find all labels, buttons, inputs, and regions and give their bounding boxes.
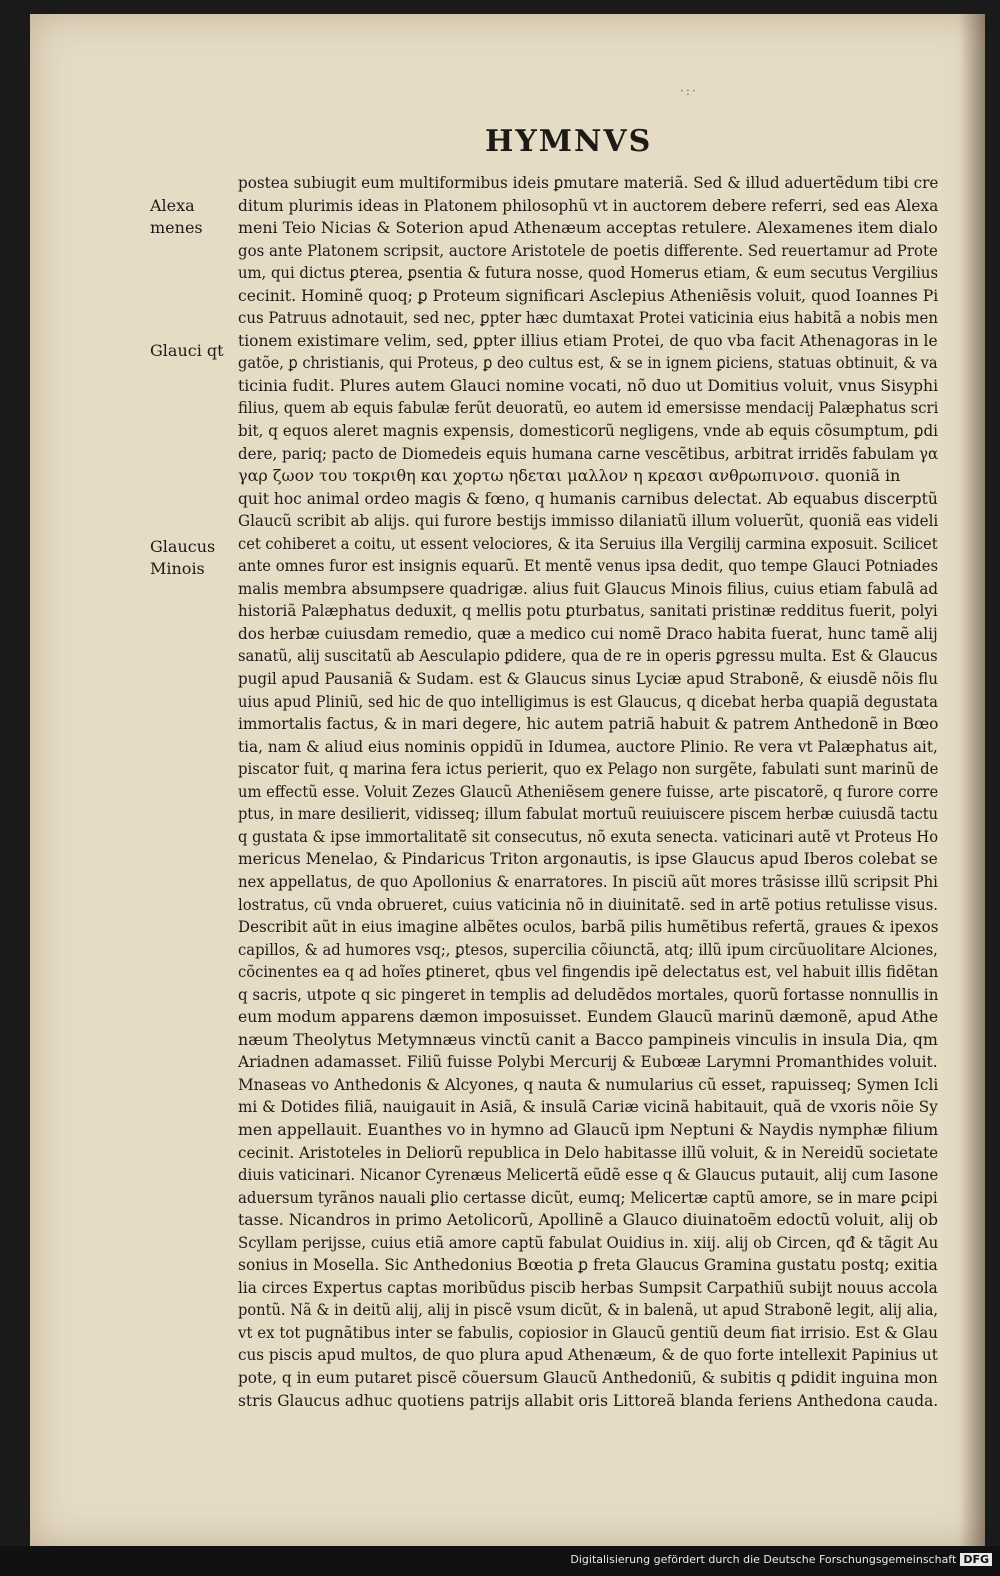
text-line: nex appellatus, de quo Apollonius & enarratores. In pisciũ aũt mores trãsisse illũ scripsit Phi — [238, 871, 938, 891]
text-line: ante omnes furor est insignis equarũ. Et mentẽ venus ipsa dedit, quo tempe Glauci Potniades — [238, 556, 938, 576]
funding-notice — [570, 1553, 992, 1566]
text-line: piscator fuit, q marina fera ictus perierit, quo ex Pelago non surgẽte, fabulati sunt marinũ de — [238, 759, 938, 779]
text-line: Glaucũ scribit ab alijs. qui furore bestijs immisso dilaniatũ illum voluerũt, quoniã eas videli — [238, 511, 938, 531]
text-line: q gustata & ipse immortalitatẽ sit consecutus, nõ exuta senecta. vaticinari autẽ vt Proteus Ho — [238, 826, 938, 846]
dfg-logo: DFG — [960, 1553, 992, 1566]
margin-note-glauci — [150, 340, 236, 362]
text-line: cus Patruus adnotauit, sed nec, ꝑpter hæc dumtaxat Protei vaticinia eius habitã a nobis men — [238, 308, 938, 328]
text-line: cecinit. Hominẽ quoq; ꝑ Proteum significari Asclepius Atheniẽsis voluit, quod Ioannes Pi — [238, 285, 938, 305]
text-line: Scyllam perijsse, cuius etiã amore captũ fabulat Ouidius in. xiij. alij ob Circen, qđ & tãgit Au — [238, 1232, 938, 1252]
text-line: uius apud Pliniũ, sed hic de quo intelligimus is est Glaucus, q dicebat herba quapiã degustata — [238, 691, 938, 711]
text-line: meni Teio Nicias & Soterion apud Athenæum acceptas retulere. Alexamenes item dialo — [238, 218, 938, 238]
text-line: filius, quem ab equis fabulæ ferũt deuoratũ, eo autem id emersisse mendacij Palæphatus scri — [238, 398, 938, 418]
text-line: cõcinentes ea q ad hoĩes ꝑtineret, qbus vel fingendis ipẽ delectatus est, vel habuit illis fidẽtan — [238, 962, 938, 982]
text-line: dos herbæ cuiusdam remedio, quæ a medico cui nomẽ Draco habita fuerat, hunc tamẽ alij — [238, 623, 938, 643]
text-line: sonius in Mosella. Sic Anthedonius Bœotia ꝑ freta Glaucus Gramina gustatu postq; exitia — [238, 1255, 938, 1275]
text-line: quit hoc animal ordeo magis & fœno, q humanis carnibus delectat. Ab equabus discerptũ — [238, 488, 938, 508]
text-line: ditum plurimis ideas in Platonem philosophũ vt in auctorem debere referri, sed eas Alexa — [238, 195, 938, 215]
text-line: gos ante Platonem scripsit, auctore Aristotele de poetis differente. Sed reuertamur ad Prote — [238, 240, 938, 260]
text-line: um, qui dictus ꝑterea, ꝑsentia & futura nosse, quod Homerus etiam, & eum secutus Vergilius — [238, 263, 938, 283]
margin-note-text: Alexa menes — [150, 196, 203, 237]
gutter-shadow — [959, 14, 985, 1546]
text-line: tasse. Nicandros in primo Aetolicorũ, Apollinẽ a Glauco diuinatoẽm edoctũ voluit, alij ob — [238, 1210, 938, 1230]
text-line: pontũ. Nã & in deitũ alij, alij in piscẽ vsum dicũt, & in balenã, ut apud Strabonẽ legit, alij alia, — [238, 1300, 938, 1320]
text-line: lostratus, cũ vnda obrueret, cuius vaticinia nõ in diuinitatẽ. sed in artẽ potius retulisse visus. — [238, 894, 938, 914]
text-line: diuis vaticinari. Nicanor Cyrenæus Melicertã eũdẽ esse q & Glaucus putauit, alij cum Iasone — [238, 1165, 938, 1185]
body-text — [238, 172, 938, 1412]
text-line: capillos, & ad humores vsq;, ꝑtesos, supercilia cõiunctã, atq; illũ ipum circũuolitare Alciones, — [238, 939, 938, 959]
text-line: men appellauit. Euanthes vo in hymno ad Glaucũ ipm Neptuni & Naydis nymphæ filium — [238, 1119, 938, 1139]
text-line: cecinit. Aristoteles in Deliorũ republica in Delo habitasse illũ voluit, & in Nereidũ societate — [238, 1142, 938, 1162]
text-line: tia, nam & aliud eius nominis oppidũ in Idumea, auctore Plinio. Re vera vt Palæphatus ait, — [238, 736, 938, 756]
text-line: aduersum tyrãnos nauali ꝑlio certasse dicũt, eumq; Melicertæ captũ amore, se in mare ꝑcipi — [238, 1187, 938, 1207]
text-line: cus piscis apud multos, de quo plura apud Athenæum, & de quo forte intellexit Papinius ut — [238, 1345, 938, 1365]
text-line: sanatũ, alij suscitatũ ab Aesculapio ꝑdidere, qua de re in operis ꝑgressu multa. Est & Glaucus — [238, 646, 938, 666]
text-line: vt ex tot pugnãtibus inter se fabulis, copiosior in Glaucũ gentiũ deum fiat irrisio. Est & Glau — [238, 1322, 938, 1342]
text-line: γαρ ζωον του τοκριθη και χορτω ηδεται μαλλον η κρεασι ανθρωπινοισ. quoniã in — [238, 466, 901, 486]
text-line: pugil apud Pausaniã & Sudam. est & Glaucus sinus Lyciæ apud Strabonẽ, & eiusdẽ nõis flu — [238, 669, 938, 689]
text-line: tionem existimare velim, sed, ꝑpter illius etiam Protei, de quo vba facit Athenagoras in le — [238, 330, 938, 350]
text-line: mericus Menelao, & Pindaricus Triton argonautis, is ipse Glaucus apud Iberos colebat se — [238, 849, 938, 869]
text-line: ticinia fudit. Plures autem Glauci nomine vocati, nõ duo ut Domitius voluit, vnus Sisyphi — [238, 375, 938, 395]
text-line: mi & Dotides filiã, nauigauit in Asiã, & insulã Cariæ vicinã habitauit, quã de vxoris nõie Sy — [238, 1097, 938, 1117]
text-line: bit, q equos aleret magnis expensis, domesticorũ negligens, vnde ab equis cõsumptum, ꝑdi — [238, 421, 938, 441]
text-line: postea subiugit eum multiformibus ideis ꝑmutare materiã. Sed & illud aduertẽdum tibi cre — [238, 173, 938, 192]
margin-note-glaucus-minois — [150, 536, 236, 580]
margin-note-text: Glauci qt — [150, 341, 224, 360]
text-line: Ariadnen adamasset. Filiũ fuisse Polybi Mercurij & Eubœæ Larymni Promanthides voluit. — [238, 1052, 938, 1072]
text-line: pote, q in eum putaret piscẽ cõuersum Glaucũ Anthedoniũ, & subitis q ꝑdidit inguina mon — [238, 1367, 938, 1387]
text-line: q sacris, utpote q sic pingeret in templis ad deludẽdos mortales, quorũ fortasse nonnullis in — [238, 984, 938, 1004]
text-line: cet cohiberet a coitu, ut essent velociores, & ita Seruius illa Vergilij carmina exposuit. Scilicet — [238, 533, 938, 553]
running-header: HYMNVS — [485, 124, 653, 159]
text-line: historiã Palæphatus deduxit, q mellis potu ꝑturbatus, sanitati pristinæ redditus fuerit, polyi — [238, 601, 938, 621]
text-line: Describit aũt in eius imagine albẽtes oculos, barbã pilis humẽtibus refertã, graues & ipexos — [238, 917, 938, 937]
text-line: eum modum apparens dæmon imposuisset. Eundem Glaucũ marinũ dæmonẽ, apud Athe — [238, 1007, 938, 1027]
funding-notice-text: Digitalisierung gefördert durch die Deutsche Forschungsgemeinschaft — [570, 1553, 957, 1566]
margin-note-text: Glaucus Minois — [150, 537, 216, 578]
text-line: lia circes Expertus captas moribũdus piscib herbas Sumpsit Carpathiũ subijt nouus accola — [238, 1277, 938, 1297]
margin-note-alexamenes — [150, 195, 236, 239]
text-line: stris Glaucus adhuc quotiens patrijs allabit oris Littoreã blanda feriens Anthedona cauda. — [238, 1390, 938, 1410]
text-line: immortalis factus, & in mari degere, hic autem patriã habuit & patrem Anthedonẽ in Bœo — [238, 714, 938, 734]
text-line: malis membra absumpsere quadrigæ. alius fuit Glaucus Minois filius, cuius etiam fabulã ad — [238, 578, 938, 598]
text-line: ptus, in mare desilierit, vidisseq; illum fabulat mortuũ reuiuiscere piscem herbæ cuiusdã tactu — [238, 804, 938, 824]
text-line: um effectũ esse. Voluit Zezes Glaucũ Atheniẽsem genere fuisse, arte piscatorẽ, q furore corre — [238, 781, 938, 801]
text-line: dere, pariq; pacto de Diomedeis equis humana carne vescẽtibus, arbitrat irridẽs fabulam γα — [238, 443, 938, 463]
text-line: gatõe, ꝑ christianis, qui Proteus, ꝑ deo cultus est, & se in ignem ꝑiciens, statuas obtinuit, & va — [238, 353, 938, 373]
page-smudge: ·:· — [680, 84, 698, 98]
text-line: næum Theolytus Metymnæus vinctũ canit a Bacco pampineis vinculis in insula Dia, qm — [238, 1029, 938, 1049]
text-line: Mnaseas vo Anthedonis & Alcyones, q nauta & numularius cũ esset, rapuisseq; Symen Icli — [238, 1074, 938, 1094]
